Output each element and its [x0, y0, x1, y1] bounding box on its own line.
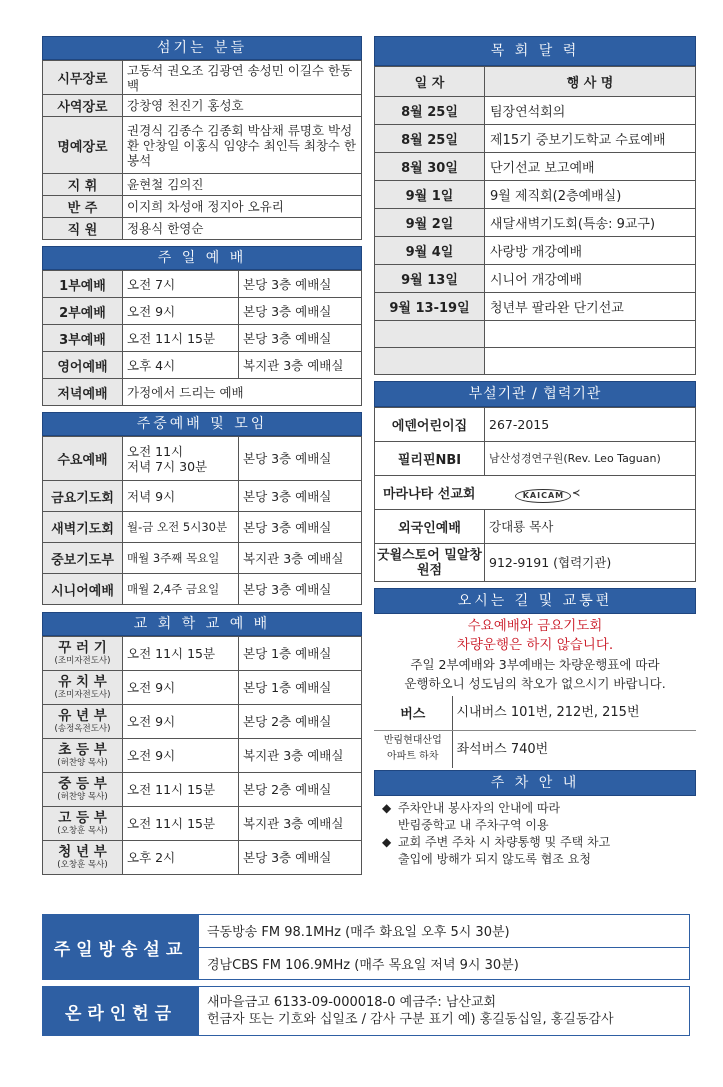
service-name: 2부예배 — [43, 298, 123, 325]
school-row — [43, 841, 362, 875]
notice-line-2: 차량운행은 하지 않습니다. — [456, 637, 614, 653]
sunday-table — [42, 270, 362, 406]
partner-info: 남산성경연구원(Rev. Leo Taguan) — [485, 442, 696, 476]
dept-place: 본당 2층 예배실 — [239, 705, 362, 739]
school-row — [43, 773, 362, 807]
bus-table — [374, 696, 696, 768]
calendar-row — [375, 348, 696, 375]
school-row — [43, 637, 362, 671]
service-time: 오전 11시 15분 — [123, 325, 239, 352]
event-name: 단기선교 보고예배 — [485, 153, 696, 181]
service-name: 영어예배 — [43, 352, 123, 379]
event-date: 8월 30일 — [375, 153, 485, 181]
kaicam-logo: KAICAM ≺ — [515, 489, 571, 503]
serve-role: 지 휘 — [43, 174, 123, 196]
meeting-name: 금요기도회 — [43, 481, 123, 512]
weekday-header: 주중예배 및 모임 — [42, 412, 362, 436]
calendar-col-event: 행 사 명 — [485, 67, 696, 97]
bus-line-1: 시내버스 101번, 212번, 215번 — [452, 696, 696, 730]
service-place: 본당 3층 예배실 — [239, 325, 362, 352]
parking-item — [382, 800, 688, 834]
service-place: 복지관 3층 예배실 — [239, 352, 362, 379]
serve-names: 강창영 천진기 홍성호 — [123, 95, 362, 117]
parking-line-1: 주차안내 봉사자의 안내에 따라 — [398, 801, 561, 815]
dept-leader: (송정옥전도사) — [54, 724, 111, 734]
broadcast-line-2: 경남CBS FM 106.9MHz (매주 목요일 저녁 9시 30분) — [207, 957, 519, 973]
meeting-name: 중보기도부 — [43, 543, 123, 574]
dept-name — [43, 739, 123, 773]
directions-header: 오시는 길 및 교통편 — [374, 588, 696, 614]
bus-row — [374, 730, 696, 768]
event-name: 시니어 개강예배 — [485, 265, 696, 293]
serve-row — [43, 95, 362, 117]
event-name: 제15기 중보기도학교 수료예배 — [485, 125, 696, 153]
sunday-row — [43, 271, 362, 298]
weekday-row — [43, 543, 362, 574]
event-date: 9월 13일 — [375, 265, 485, 293]
dept-name — [43, 671, 123, 705]
serve-role: 명예장로 — [43, 117, 123, 174]
broadcast-line-1: 극동방송 FM 98.1MHz (매주 화요일 오후 5시 30분) — [199, 915, 689, 948]
offering-line-1: 새마을금고 6133-09-000018-0 예금주: 남산교회 — [207, 995, 497, 1010]
broadcast-label: 주일방송설교 — [43, 915, 199, 979]
service-place: 본당 3층 예배실 — [239, 271, 362, 298]
calendar-row — [375, 97, 696, 125]
weekday-row — [43, 437, 362, 481]
broadcast-box — [42, 914, 690, 980]
offering-box — [42, 986, 690, 1036]
dept-place: 본당 3층 예배실 — [239, 841, 362, 875]
service-name: 3부예배 — [43, 325, 123, 352]
bus-row — [374, 696, 696, 730]
dept-name — [43, 637, 123, 671]
meeting-place: 복지관 3층 예배실 — [239, 543, 362, 574]
left-column — [42, 36, 362, 875]
dept-name — [43, 773, 123, 807]
partner-name: 에덴어린이집 — [375, 408, 485, 442]
sunday-header: 주 일 예 배 — [42, 246, 362, 270]
meeting-name: 수요예배 — [43, 437, 123, 481]
meeting-place: 본당 3층 예배실 — [239, 574, 362, 605]
partner-row — [375, 544, 696, 582]
dept-leader: (허찬양 목사) — [57, 792, 108, 802]
event-name: 새달새벽기도회(특송: 9교구) — [485, 209, 696, 237]
partner-name: 굿윌스토어 밀알창원점 — [375, 544, 485, 582]
bus-label: 버스 — [374, 696, 452, 730]
serve-role: 시무장로 — [43, 61, 123, 95]
partner-row — [375, 408, 696, 442]
meeting-time: 월-금 오전 5시30분 — [123, 512, 239, 543]
offering-line-2: 헌금자 또는 기호와 십일조 / 감사 구분 표기 예) 홍길동십일, 홍길동감사 — [207, 1012, 614, 1027]
serve-names: 정용식 한영순 — [123, 218, 362, 240]
bus-line-2: 좌석버스 740번 — [452, 730, 696, 768]
meeting-name: 시니어예배 — [43, 574, 123, 605]
service-time: 오전 9시 — [123, 298, 239, 325]
school-header: 교 회 학 교 예 배 — [42, 612, 362, 636]
partner-info: 912-9191 (협력기관) — [485, 544, 696, 582]
serve-row — [43, 196, 362, 218]
dept-title: 청 년 부 — [58, 844, 107, 860]
stop-label — [374, 730, 452, 768]
partner-info: 강대룡 목사 — [485, 510, 696, 544]
calendar-head-row — [375, 67, 696, 97]
school-row — [43, 671, 362, 705]
event-name: 청년부 팔라완 단기선교 — [485, 293, 696, 321]
partner-row — [375, 476, 696, 510]
notice-line-1: 수요예배와 금요기도회 — [467, 618, 603, 634]
parking-line-1: 교회 주변 주차 시 차량통행 및 주택 차고 — [398, 835, 611, 849]
serve-names: 고동석 권오조 김광연 송성민 이길수 한동백 — [123, 61, 362, 95]
event-date: 9월 4일 — [375, 237, 485, 265]
event-date — [375, 321, 485, 348]
serve-names: 권경식 김종수 김종회 박삼채 류명호 박성환 안창일 이홍식 임양수 최인득 최창수 한봉석 — [123, 117, 362, 174]
sunday-row — [43, 325, 362, 352]
meeting-time — [123, 437, 239, 481]
event-name: 팀장연석회의 — [485, 97, 696, 125]
partner-name: 필리핀NBI — [375, 442, 485, 476]
dept-time: 오전 11시 15분 — [123, 807, 239, 841]
dept-time: 오전 9시 — [123, 671, 239, 705]
serve-row — [43, 61, 362, 95]
service-place: 본당 3층 예배실 — [239, 298, 362, 325]
dept-time: 오후 2시 — [123, 841, 239, 875]
meeting-place: 본당 3층 예배실 — [239, 512, 362, 543]
dept-name — [43, 807, 123, 841]
right-column — [374, 36, 696, 868]
notice-line-3: 주일 2부예배와 3부예배는 차량운행표에 따라 — [410, 657, 660, 672]
school-row — [43, 705, 362, 739]
serve-names: 이지희 차성애 정지아 오유리 — [123, 196, 362, 218]
dept-place: 본당 1층 예배실 — [239, 637, 362, 671]
partner-row — [375, 510, 696, 544]
event-name — [485, 321, 696, 348]
stop-label-2: 아파트 하차 — [387, 751, 439, 763]
dept-place: 본당 1층 예배실 — [239, 671, 362, 705]
parking-header: 주 차 안 내 — [374, 770, 696, 796]
dept-name — [43, 841, 123, 875]
school-row — [43, 739, 362, 773]
sunday-row — [43, 352, 362, 379]
sunday-row — [43, 379, 362, 406]
dept-title: 유 치 부 — [58, 674, 107, 690]
meeting-time-2: 저녁 7시 30분 — [127, 458, 208, 474]
calendar-header: 목 회 달 력 — [374, 36, 696, 66]
serve-table — [42, 60, 362, 240]
dept-leader: (허찬양 목사) — [57, 758, 108, 768]
serve-role: 반 주 — [43, 196, 123, 218]
serve-names: 윤현철 김의진 — [123, 174, 362, 196]
event-date: 8월 25일 — [375, 97, 485, 125]
weekday-row — [43, 481, 362, 512]
dept-title: 고 등 부 — [58, 810, 107, 826]
dept-name — [43, 705, 123, 739]
offering-values — [199, 987, 689, 1035]
meeting-name: 새벽기도회 — [43, 512, 123, 543]
partner-name: 외국인예배 — [375, 510, 485, 544]
event-name: 사랑방 개강예배 — [485, 237, 696, 265]
dept-time: 오전 11시 15분 — [123, 773, 239, 807]
event-date: 9월 13-19일 — [375, 293, 485, 321]
service-name: 저녁예배 — [43, 379, 123, 406]
dept-time: 오전 11시 15분 — [123, 637, 239, 671]
partner-info: 267-2015 — [485, 408, 696, 442]
meeting-place: 본당 3층 예배실 — [239, 437, 362, 481]
calendar-row — [375, 209, 696, 237]
parking-text — [398, 800, 560, 834]
calendar-table — [374, 66, 696, 375]
parking-line-2: 출입에 방해가 되지 않도록 협조 요청 — [398, 852, 591, 866]
service-name: 1부예배 — [43, 271, 123, 298]
meeting-time: 저녁 9시 — [123, 481, 239, 512]
event-date: 9월 2일 — [375, 209, 485, 237]
diamond-bullet-icon: ◆ — [382, 801, 392, 815]
school-row — [43, 807, 362, 841]
meeting-time: 매월 2,4주 금요일 — [123, 574, 239, 605]
service-time: 오전 7시 — [123, 271, 239, 298]
event-date: 9월 1일 — [375, 181, 485, 209]
dept-leader: (오창훈 목사) — [57, 826, 108, 836]
notice-line-4: 운행하오니 성도님의 착오가 없으시기 바랍니다. — [404, 676, 666, 691]
meeting-place: 본당 3층 예배실 — [239, 481, 362, 512]
meeting-time-1: 오전 11시 — [127, 443, 184, 459]
meeting-time: 매월 3주째 목요일 — [123, 543, 239, 574]
dept-title: 초 등 부 — [58, 742, 107, 758]
weekday-row — [43, 574, 362, 605]
service-time: 가정에서 드리는 예배 — [123, 379, 362, 406]
weekday-table — [42, 436, 362, 605]
calendar-row — [375, 181, 696, 209]
diamond-bullet-icon: ◆ — [382, 835, 392, 849]
dept-time: 오전 9시 — [123, 705, 239, 739]
event-name — [485, 348, 696, 375]
calendar-row — [375, 265, 696, 293]
dept-title: 꾸 러 기 — [58, 640, 107, 656]
offering-label: 온라인헌금 — [43, 987, 199, 1035]
sunday-row — [43, 298, 362, 325]
parking-line-2: 반림중학교 내 주차구역 이용 — [398, 818, 549, 832]
event-date: 8월 25일 — [375, 125, 485, 153]
calendar-row — [375, 125, 696, 153]
weekday-row — [43, 512, 362, 543]
stop-label-1: 반림현대산업 — [383, 735, 442, 747]
broadcast-values — [199, 915, 689, 979]
serve-row — [43, 117, 362, 174]
calendar-col-date: 일 자 — [375, 67, 485, 97]
calendar-row — [375, 293, 696, 321]
parking-list — [374, 796, 696, 868]
serve-row — [43, 174, 362, 196]
partners-header: 부설기관 / 협력기관 — [374, 381, 696, 407]
serve-row — [43, 218, 362, 240]
serve-role: 직 원 — [43, 218, 123, 240]
dept-place: 본당 2층 예배실 — [239, 773, 362, 807]
dept-place: 복지관 3층 예배실 — [239, 739, 362, 773]
dept-time: 오전 9시 — [123, 739, 239, 773]
directions-notice — [374, 614, 696, 696]
partner-row — [375, 442, 696, 476]
calendar-row — [375, 237, 696, 265]
partner-name: 마라나타 선교회 — [383, 486, 476, 502]
calendar-row — [375, 321, 696, 348]
dept-leader: (조미자전도사) — [54, 656, 111, 666]
partners-table — [374, 407, 696, 582]
school-table — [42, 636, 362, 875]
event-name: 9월 제직회(2층예배실) — [485, 181, 696, 209]
parking-item — [382, 834, 688, 868]
dept-title: 중 등 부 — [58, 776, 107, 792]
event-date — [375, 348, 485, 375]
serve-header: 섬기는 분들 — [42, 36, 362, 60]
dept-title: 유 년 부 — [58, 708, 107, 724]
parking-text — [398, 834, 610, 868]
calendar-row — [375, 153, 696, 181]
partner-name-with-logo — [375, 476, 696, 510]
service-time: 오후 4시 — [123, 352, 239, 379]
serve-role: 사역장로 — [43, 95, 123, 117]
dept-leader: (조미자전도사) — [54, 690, 111, 700]
dept-place: 복지관 3층 예배실 — [239, 807, 362, 841]
dept-leader: (오창훈 목사) — [57, 860, 108, 870]
